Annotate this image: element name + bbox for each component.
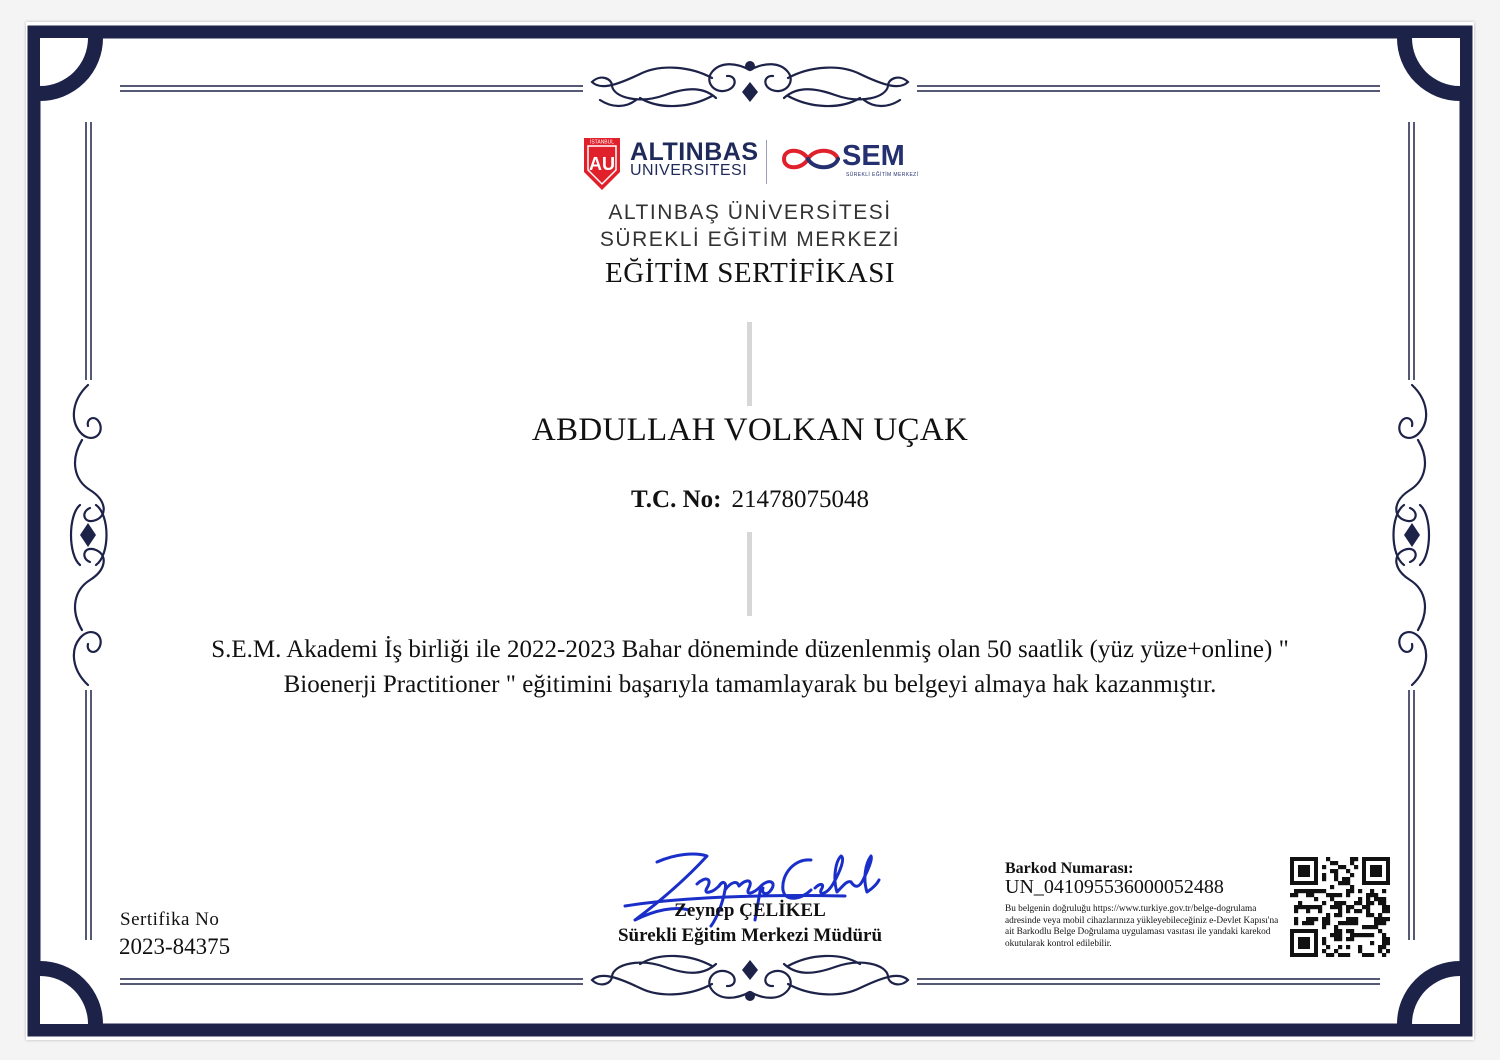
badge-top-text: İSTANBUL: [589, 139, 615, 146]
institution-logos: [580, 134, 920, 192]
logo-divider: [766, 140, 767, 184]
statement-line-2: Bioenerji Practitioner " eğitimini başarıyla tamamlayarak bu belgeyi almaya hak kazanmıştır.: [283, 671, 1217, 698]
signer-name: Zeynep ÇELİKEL: [674, 900, 826, 921]
divider-bottom: [747, 532, 752, 616]
barcode-label: Barkod Numarası:: [1005, 860, 1134, 877]
altinbas-logo-name: ALTINBAS: [630, 138, 759, 166]
altinbas-badge-icon: [582, 134, 622, 192]
certificate-number-value: 2023-84375: [119, 934, 231, 959]
holder-name: ABDULLAH VOLKAN UÇAK: [531, 412, 969, 448]
university-name: ALTINBAŞ ÜNİVERSİTESİ: [608, 201, 892, 224]
signer-title: Sürekli Eğitim Merkezi Müdürü: [617, 925, 883, 946]
qr-code-icon: [1290, 857, 1390, 957]
sem-logo-name: SEM: [842, 140, 905, 172]
divider-top: [747, 322, 752, 406]
tc-value: 21478075048: [731, 486, 869, 513]
certificate-statement: [140, 632, 1360, 702]
statement-line-1: S.E.M. Akademi İş birliği ile 2022-2023 Bahar döneminde düzenlenmiş olan 50 saatlik (yüz yüze+online) ": [211, 636, 1289, 663]
sem-logo-sub: SÜREKLİ EĞİTİM MERKEZİ: [846, 172, 919, 178]
tc-number-row: [400, 486, 1100, 514]
certificate-title: EĞİTİM SERTİFİKASI: [605, 257, 895, 289]
badge-letters: AU: [589, 154, 615, 174]
education-center-name: SÜREKLİ EĞİTİM MERKEZİ: [599, 228, 901, 251]
verification-note: Bu belgenin doğruluğu https://www.turkiye.gov.tr/belge-dogrulama adresinde veya mobil cihazlarınıza yükleyebileceğiniz e-Devlet Kapısı'na ait Barkodlu Belge Doğrulama uygulaması vasıtası ile yandaki karekod okutularak kontrol edilebilir.: [1005, 904, 1279, 949]
altinbas-logo-sub: UNIVERSITESI: [630, 162, 748, 179]
tc-label: T.C. No:: [630, 486, 722, 513]
barcode-value: UN_041095536000052488: [1005, 876, 1224, 898]
sem-infinity-icon: [778, 142, 844, 176]
certificate-number-label: Sertifika No: [120, 909, 220, 930]
